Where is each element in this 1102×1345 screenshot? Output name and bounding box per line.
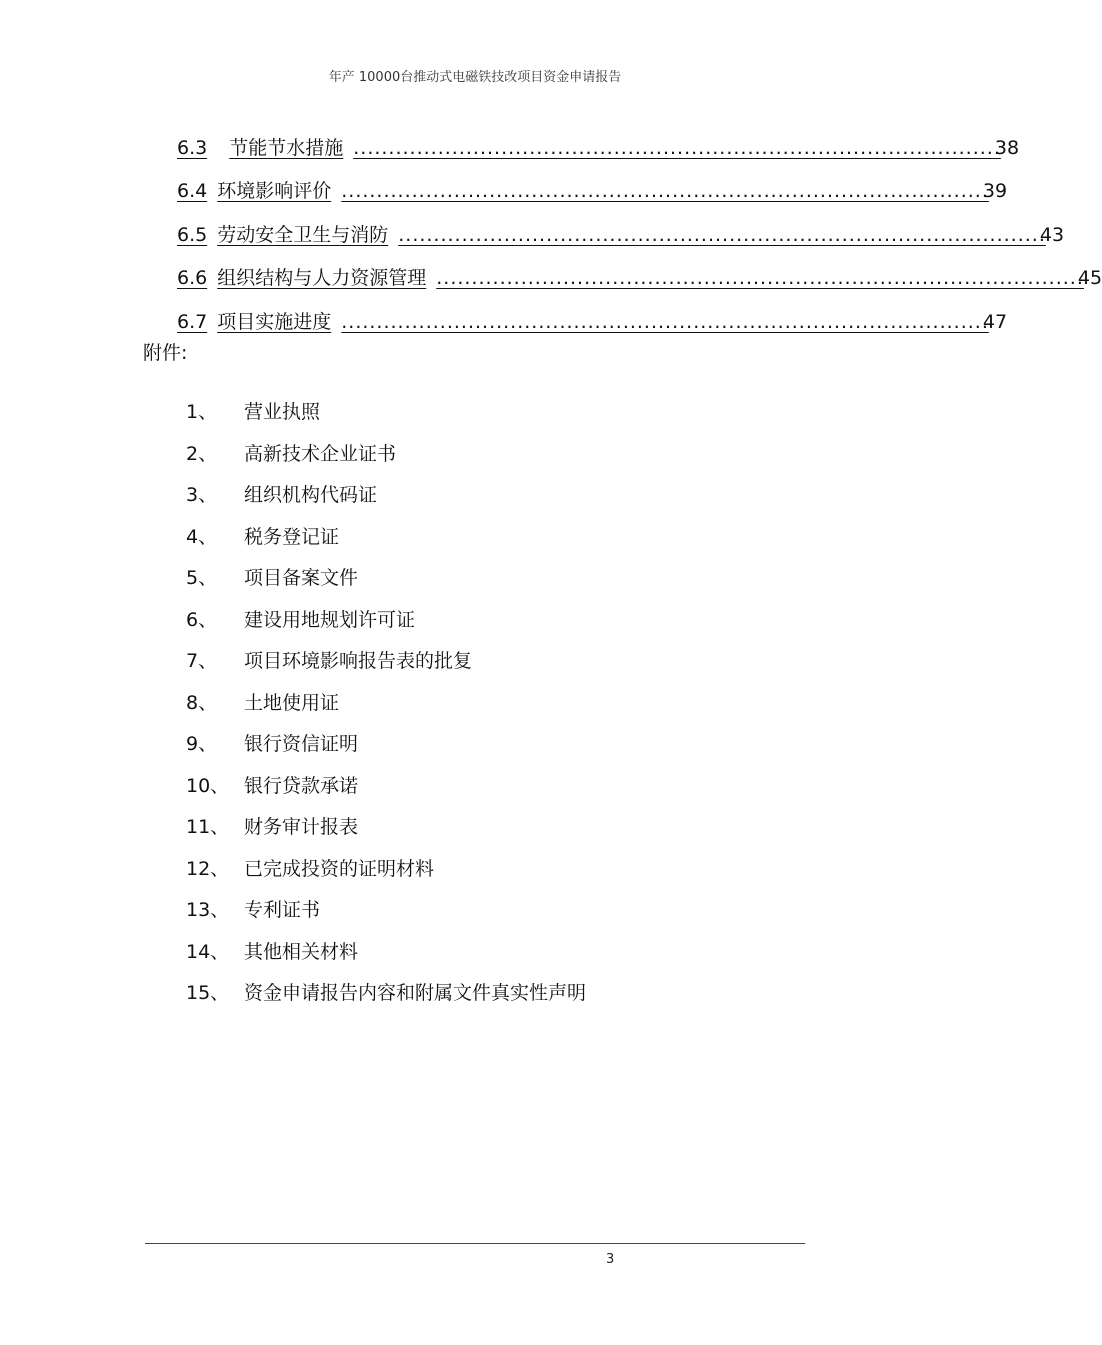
attachment-number: 10、 bbox=[186, 774, 230, 797]
attachment-title: 其他相关材料 bbox=[244, 940, 359, 963]
toc-leader-dots: ............................................................................................ bbox=[341, 180, 989, 202]
toc-leader-dots: ............................................................................................ bbox=[353, 136, 1001, 159]
attachment-title: 资金申请报告内容和附属文件真实性声明 bbox=[244, 982, 587, 1005]
list-item bbox=[186, 847, 586, 889]
footer-divider bbox=[145, 1243, 805, 1244]
attachment-number: 2、 bbox=[186, 442, 218, 465]
attachment-title: 建设用地规划许可证 bbox=[244, 608, 416, 631]
toc-entry-label: 节能节水措施 bbox=[229, 136, 344, 159]
attachment-number: 13、 bbox=[186, 899, 230, 922]
attachment-title: 财务审计报表 bbox=[244, 816, 359, 839]
toc-entry[interactable] bbox=[177, 116, 1020, 160]
list-item bbox=[186, 764, 586, 806]
attachment-title: 银行资信证明 bbox=[244, 733, 359, 756]
list-item bbox=[186, 888, 586, 930]
list-item bbox=[186, 390, 586, 432]
toc-entry-page: 43 bbox=[1039, 223, 1065, 246]
toc-entry-title bbox=[177, 310, 341, 334]
attachment-list bbox=[186, 390, 586, 1013]
toc-entry-label: 劳动安全卫生与消防 bbox=[217, 223, 389, 246]
table-of-contents bbox=[177, 116, 1102, 334]
list-item bbox=[186, 515, 586, 557]
toc-entry[interactable] bbox=[177, 160, 1008, 204]
list-item bbox=[186, 930, 586, 972]
toc-entry-number: 6.3 bbox=[177, 136, 208, 159]
toc-entry-label: 组织结构与人力资源管理 bbox=[217, 267, 427, 289]
toc-entry[interactable] bbox=[177, 203, 1065, 247]
attachment-title: 专利证书 bbox=[244, 899, 321, 922]
toc-leader-dots: ............................................................................................ bbox=[341, 310, 989, 333]
attachment-title: 项目环境影响报告表的批复 bbox=[244, 650, 473, 673]
list-item bbox=[186, 432, 586, 474]
appendix-heading: 附件: bbox=[143, 342, 188, 364]
toc-leader-dots: ............................................................................................ bbox=[436, 267, 1084, 289]
attachment-title: 营业执照 bbox=[244, 401, 321, 424]
list-item bbox=[186, 681, 586, 723]
toc-entry-number: 6.5 bbox=[177, 223, 208, 246]
list-item bbox=[186, 971, 586, 1013]
toc-entry-page: 38 bbox=[994, 136, 1020, 159]
attachment-title: 税务登记证 bbox=[244, 525, 340, 548]
attachment-title: 项目备案文件 bbox=[244, 567, 359, 590]
toc-entry-number: 6.6 bbox=[177, 267, 208, 289]
toc-entry-title bbox=[177, 136, 353, 160]
toc-entry-page: 45 bbox=[1077, 267, 1102, 289]
toc-entry-label: 环境影响评价 bbox=[217, 180, 332, 202]
attachment-title: 已完成投资的证明材料 bbox=[244, 857, 435, 880]
list-item bbox=[186, 598, 586, 640]
attachment-number: 3、 bbox=[186, 484, 218, 507]
toc-entry-number: 6.4 bbox=[177, 180, 208, 202]
attachment-title: 高新技术企业证书 bbox=[244, 442, 397, 465]
toc-entry[interactable] bbox=[177, 290, 1008, 334]
toc-entry-title bbox=[177, 179, 341, 203]
attachment-number: 12、 bbox=[186, 857, 230, 880]
attachment-number: 1、 bbox=[186, 401, 218, 424]
list-item bbox=[186, 473, 586, 515]
page-number: 3 bbox=[606, 1252, 615, 1267]
toc-entry-page: 47 bbox=[982, 310, 1008, 333]
list-item bbox=[186, 805, 586, 847]
attachment-number: 15、 bbox=[186, 982, 230, 1005]
attachment-number: 14、 bbox=[186, 940, 230, 963]
toc-entry-title bbox=[177, 266, 436, 290]
list-item bbox=[186, 556, 586, 598]
running-header: 年产 10000台推动式电磁铁技改项目资金申请报告 bbox=[328, 70, 622, 85]
toc-entry[interactable] bbox=[177, 247, 1102, 291]
toc-entry-page: 39 bbox=[982, 180, 1008, 202]
attachment-title: 银行贷款承诺 bbox=[244, 774, 359, 797]
attachment-number: 6、 bbox=[186, 608, 218, 631]
toc-entry-number: 6.7 bbox=[177, 310, 208, 333]
attachment-number: 7、 bbox=[186, 650, 218, 673]
attachment-number: 4、 bbox=[186, 525, 218, 548]
attachment-number: 11、 bbox=[186, 816, 230, 839]
toc-entry-label: 项目实施进度 bbox=[217, 310, 332, 333]
list-item bbox=[186, 639, 586, 681]
attachment-title: 土地使用证 bbox=[244, 691, 340, 714]
toc-entry-title bbox=[177, 223, 398, 247]
attachment-number: 8、 bbox=[186, 691, 218, 714]
attachment-number: 9、 bbox=[186, 733, 218, 756]
attachment-number: 5、 bbox=[186, 567, 218, 590]
toc-leader-dots: ............................................................................................ bbox=[398, 223, 1046, 246]
list-item bbox=[186, 722, 586, 764]
attachment-title: 组织机构代码证 bbox=[244, 484, 378, 507]
